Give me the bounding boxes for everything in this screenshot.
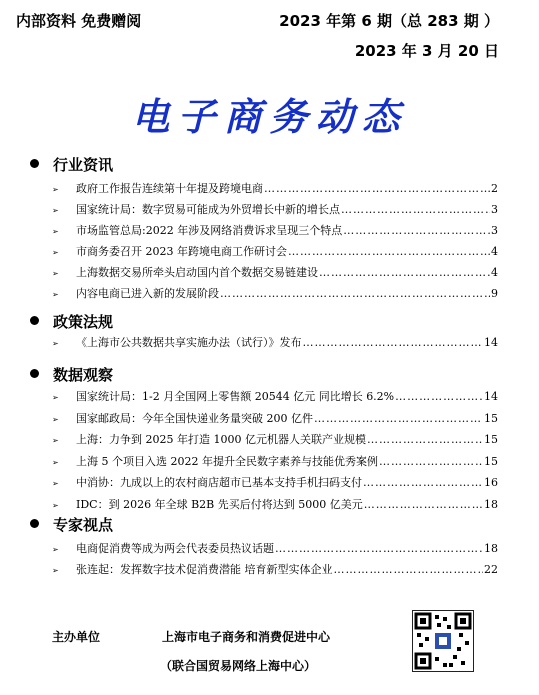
- dot-leader: [319, 266, 490, 279]
- arrow-bullet-icon: ➢: [52, 185, 59, 194]
- dot-leader: [367, 433, 483, 446]
- section-heading-label: 数据观察: [53, 366, 114, 384]
- toc-entry[interactable]: [52, 222, 498, 238]
- section-heading: [30, 154, 113, 175]
- toc-entry-page: 4: [491, 266, 498, 279]
- toc-entry[interactable]: [52, 474, 498, 490]
- toc-entry-title: 市商务委召开 2023 年跨境电商工作研讨会: [76, 245, 287, 258]
- toc-entry-page: 15: [484, 454, 498, 468]
- toc-entry[interactable]: [52, 561, 498, 577]
- section-heading-label: 行业资讯: [53, 156, 114, 174]
- toc-entry-page: 18: [484, 542, 498, 555]
- dot-leader: [364, 498, 483, 511]
- toc-entry-title: 国家统计局：1-2 月全国网上零售额 20544 亿元 同比增长 6.2%: [76, 390, 395, 403]
- toc-entry-title: 市场监管总局:2022 年涉及网络消费诉求呈现三个特点: [76, 224, 343, 237]
- header-left: 内部资料 免费赠阅: [16, 12, 142, 30]
- toc-entry-page: 3: [491, 224, 498, 237]
- arrow-bullet-icon: ➢: [52, 248, 59, 257]
- toc-entry-title: 国家统计局：数字贸易可能成为外贸增长中新的增长点: [76, 203, 340, 216]
- arrow-bullet-icon: ➢: [52, 393, 59, 402]
- section-heading: [30, 514, 113, 535]
- bullet-icon: [30, 316, 39, 325]
- arrow-bullet-icon: ➢: [52, 414, 59, 424]
- toc-entry-page: 15: [484, 411, 498, 425]
- arrow-bullet-icon: ➢: [52, 206, 59, 215]
- toc-entry-title: 政府工作报告连续第十年提及跨境电商: [76, 182, 263, 195]
- dot-leader: [334, 563, 484, 576]
- section-heading-label: 专家视点: [53, 516, 114, 534]
- toc-entry-title: 国家邮政局：今年全国快递业务量突破 200 亿件: [76, 411, 313, 425]
- issue-number: 2023 年第 6 期（总 283 期 ）: [279, 12, 499, 30]
- toc-entry-page: 15: [484, 433, 498, 446]
- toc-entry-page: 14: [484, 390, 498, 403]
- dot-leader: [379, 455, 483, 468]
- section-heading: [30, 364, 113, 385]
- toc-entry-title: IDC：到 2026 年全球 B2B 先买后付将达到 5000 亿美元: [76, 497, 363, 511]
- dot-leader: [363, 476, 483, 489]
- bullet-icon: [30, 369, 39, 378]
- toc-entry[interactable]: [52, 540, 498, 556]
- bullet-icon: [30, 159, 39, 168]
- dot-leader: [303, 336, 484, 349]
- toc-entry[interactable]: [52, 431, 498, 447]
- toc-entry-title: 上海数据交易所牵头启动国内首个数据交易链建设: [76, 266, 318, 279]
- toc-entry[interactable]: [52, 453, 498, 469]
- toc-entry-page: 2: [491, 182, 498, 195]
- arrow-bullet-icon: ➢: [52, 227, 59, 236]
- toc-entry-page: 16: [484, 476, 498, 489]
- toc-entry-title: 上海：力争到 2025 年打造 1000 亿元机器人关联产业规模: [76, 433, 366, 446]
- toc-entry-page: 22: [484, 563, 498, 576]
- toc-entry-page: 9: [491, 287, 498, 300]
- arrow-bullet-icon: ➢: [52, 269, 59, 278]
- footer-organizer-alt: （联合国贸易网络上海中心）: [160, 659, 317, 673]
- arrow-bullet-icon: ➢: [52, 339, 59, 348]
- toc-entry[interactable]: [52, 334, 498, 350]
- toc-entry[interactable]: [52, 388, 498, 404]
- issue-date: 2023 年 3 月 20 日: [354, 42, 499, 60]
- section-heading: [30, 311, 113, 332]
- toc-entry[interactable]: [52, 410, 498, 426]
- dot-leader: [264, 182, 490, 195]
- arrow-bullet-icon: ➢: [52, 290, 59, 299]
- toc-entry-page: 14: [484, 336, 498, 349]
- dot-leader: [220, 287, 490, 300]
- dot-leader: [395, 390, 483, 403]
- toc-entry-title: 电商促消费等成为两会代表委员热议话题: [76, 542, 274, 555]
- footer-label: 主办单位: [52, 630, 101, 644]
- dot-leader: [341, 203, 490, 216]
- toc-entry-title: 上海 5 个项目入选 2022 年提升全民数字素养与技能优秀案例: [76, 454, 378, 468]
- bullet-icon: [30, 519, 39, 528]
- toc-entry-page: 4: [491, 245, 498, 258]
- toc-entry[interactable]: [52, 496, 498, 512]
- arrow-bullet-icon: ➢: [52, 566, 59, 575]
- toc-entry-title: 张连起：发挥数字技术促消费潜能 培育新型实体企业: [76, 563, 333, 576]
- arrow-bullet-icon: ➢: [52, 436, 59, 445]
- arrow-bullet-icon: ➢: [52, 545, 59, 554]
- arrow-bullet-icon: ➢: [52, 500, 59, 510]
- dot-leader: [275, 542, 483, 555]
- section-heading-label: 政策法规: [53, 313, 114, 331]
- dot-leader: [288, 245, 490, 258]
- arrow-bullet-icon: ➢: [52, 479, 59, 488]
- toc-entry[interactable]: [52, 285, 498, 301]
- toc-entry[interactable]: [52, 264, 498, 280]
- qr-code-icon: [412, 610, 474, 672]
- footer-organizer: 上海市电子商务和消费促进中心: [162, 630, 331, 644]
- publication-title: 电子商务动态: [131, 94, 408, 139]
- toc-entry-title: 《上海市公共数据共享实施办法（试行）》发布: [76, 336, 302, 349]
- toc-entry-page: 18: [484, 497, 498, 511]
- toc-entry-title: 内容电商已进入新的发展阶段: [76, 287, 219, 300]
- toc-entry[interactable]: [52, 180, 498, 196]
- toc-entry-page: 3: [491, 203, 498, 216]
- toc-entry[interactable]: [52, 201, 498, 217]
- toc-entry-title: 中消协：九成以上的农村商店超市已基本支持手机扫码支付: [76, 476, 362, 489]
- dot-leader: [314, 412, 483, 425]
- dot-leader: [343, 224, 490, 237]
- toc-entry[interactable]: [52, 243, 498, 259]
- arrow-bullet-icon: ➢: [52, 457, 59, 467]
